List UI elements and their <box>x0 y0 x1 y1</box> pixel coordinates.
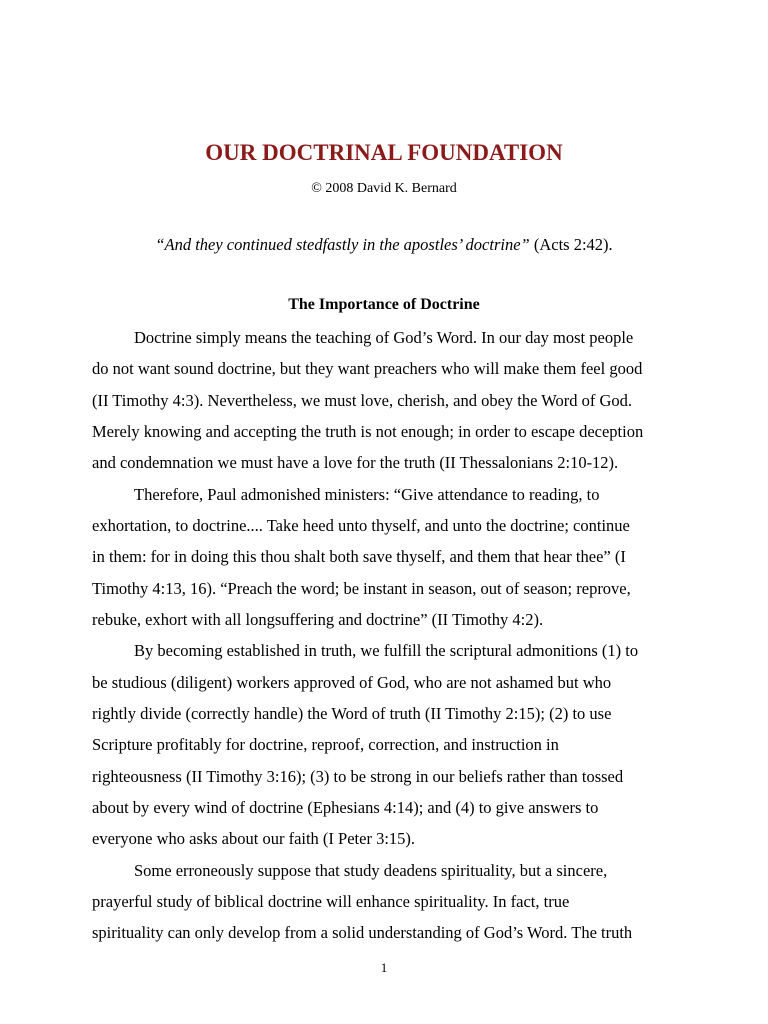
paragraph-line: Timothy 4:13, 16). “Preach the word; be instant in season, out of season; reprove, <box>92 578 631 598</box>
body-text <box>92 322 692 949</box>
paragraph-line: everyone who asks about our faith (I Peter 3:15). <box>92 829 416 849</box>
epigraph-quote: “And they continued stedfastly in the apostles’ doctrine” <box>155 235 530 254</box>
paragraph-line: be studious (diligent) workers approved of God, who are not ashamed but who <box>92 672 612 692</box>
epigraph-reference: (Acts 2:42). <box>529 235 613 254</box>
section-heading: The Importance of Doctrine <box>288 296 480 313</box>
paragraph-line: rightly divide (correctly handle) the Word of truth (II Timothy 2:15); (2) to use <box>92 703 612 723</box>
paragraph-line: righteousness (II Timothy 3:16); (3) to be strong in our beliefs rather than tossed <box>92 766 624 786</box>
page-number: 1 <box>380 960 388 975</box>
paragraph-line: exhortation, to doctrine.... Take heed unto thyself, and unto the doctrine; continue <box>92 515 630 535</box>
paragraph-line: Doctrine simply means the teaching of God’s Word. In our day most people <box>134 328 634 347</box>
paragraph-line: in them: for in doing this thou shalt both save thyself, and them that hear thee” (I <box>92 547 626 567</box>
paragraph-line: prayerful study of biblical doctrine will enhance spirituality. In fact, true <box>92 891 570 911</box>
paragraph-line: about by every wind of doctrine (Ephesians 4:14); and (4) to give answers to <box>92 797 599 817</box>
paragraph-line: spirituality can only develop from a solid understanding of God’s Word. The truth <box>92 923 633 943</box>
paragraph-line: rebuke, exhort with all longsuffering and doctrine” (II Timothy 4:2). <box>92 609 544 629</box>
epigraph <box>0 234 768 256</box>
paragraph-line: Scripture profitably for doctrine, reproof, correction, and instruction in <box>92 735 559 755</box>
paragraph-line: Therefore, Paul admonished ministers: “Give attendance to reading, to <box>134 484 600 504</box>
paragraph-line: do not want sound doctrine, but they want preachers who will make them feel good <box>92 359 643 379</box>
paragraph-line: Merely knowing and accepting the truth is not enough; in order to escape deception <box>92 421 644 441</box>
paragraph-line: By becoming established in truth, we fulfill the scriptural admonitions (1) to <box>134 641 639 661</box>
paragraph-line: (II Timothy 4:3). Nevertheless, we must love, cherish, and obey the Word of God. <box>92 390 633 410</box>
document-title: OUR DOCTRINAL FOUNDATION <box>205 140 563 165</box>
paragraph-line: Some erroneously suppose that study deadens spirituality, but a sincere, <box>134 860 608 880</box>
paragraph-line: and condemnation we must have a love for the truth (II Thessalonians 2:10-12). <box>92 453 619 473</box>
copyright-line: © 2008 David K. Bernard <box>311 181 457 196</box>
